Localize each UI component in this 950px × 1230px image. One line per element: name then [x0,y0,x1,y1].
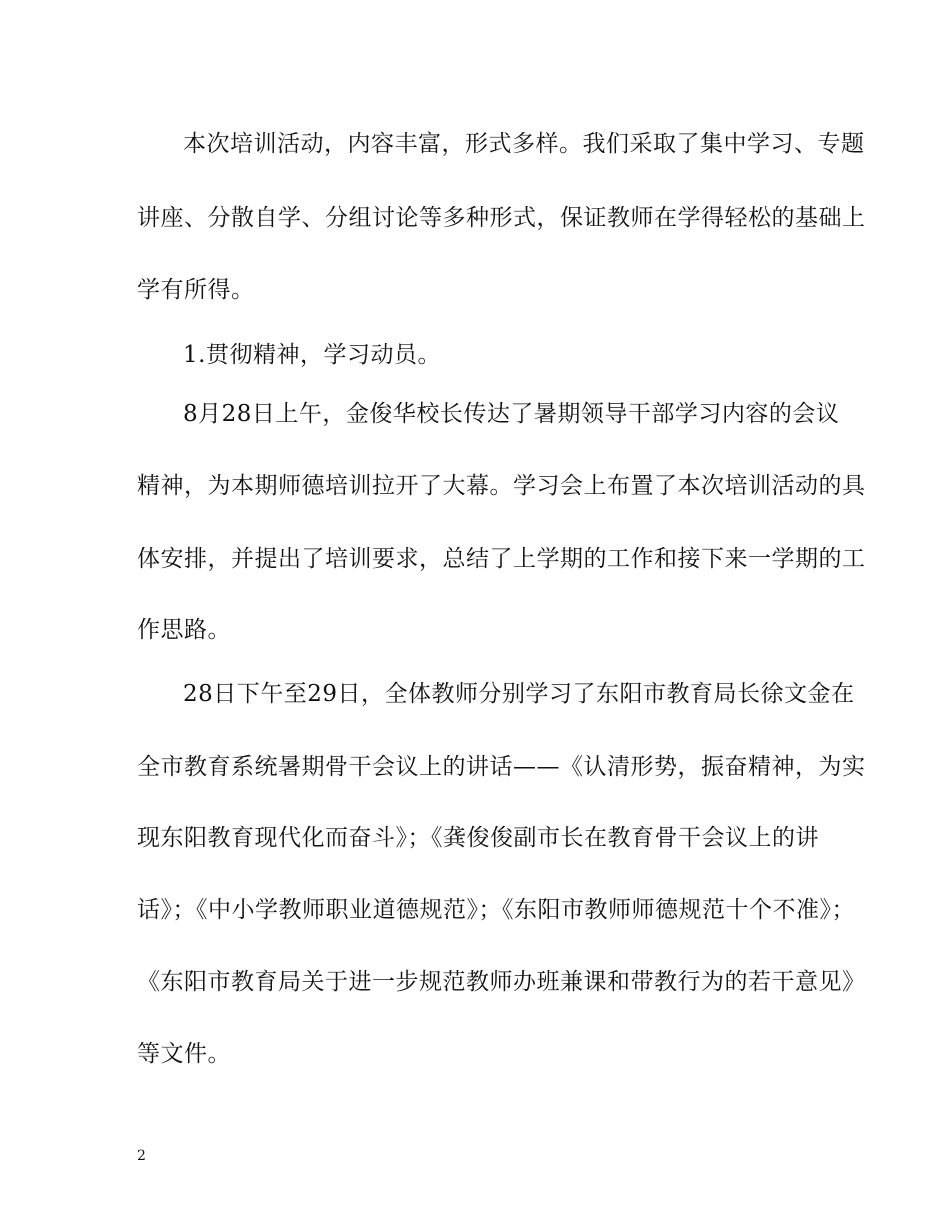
paragraph-line: 现东阳教育现代化而奋斗》；《龚俊俊副市长在教育骨干会议上的讲 [137,825,819,851]
list-heading: 1.贯彻精神，学习动员。 [183,342,441,368]
page-number: 2 [137,1148,146,1164]
paragraph-line: 《东阳市教育局关于进一步规范教师办班兼课和带教行为的若干意见》 [137,969,866,995]
paragraph-line: 学有所得。 [137,277,255,303]
paragraph-line: 本次培训活动，内容丰富，形式多样。我们采取了集中学习、专题 [183,131,865,157]
paragraph-line: 作思路。 [137,617,231,643]
paragraph-line: 8月28日上午，金俊华校长传达了暑期领导干部学习内容的会议 [183,401,840,427]
paragraph-line: 体安排，并提出了培训要求，总结了上学期的工作和接下来一学期的工 [137,546,866,572]
paragraph-line: 全市教育系统暑期骨干会议上的讲话——《认清形势，振奋精神，为实 [137,754,866,780]
paragraph-line: 话》；《中小学教师职业道德规范》；《东阳市教师师德规范十个不准》； [137,897,855,923]
paragraph-line: 28日下午至29日，全体教师分别学习了东阳市教育局长徐文金在 [183,681,855,707]
paragraph-line: 等文件。 [137,1041,231,1067]
paragraph-line: 精神，为本期师德培训拉开了大幕。学习会上布置了本次培训活动的具 [137,473,866,499]
paragraph-line: 讲座、分散自学、分组讨论等多种形式，保证教师在学得轻松的基础上 [137,205,866,231]
